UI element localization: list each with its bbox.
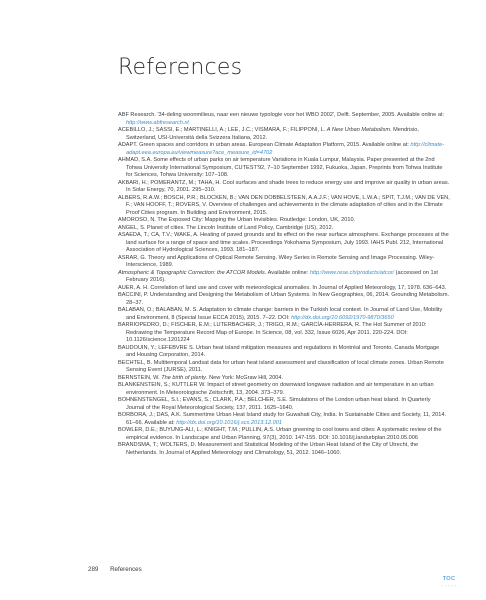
reference-list: [118, 112, 450, 457]
reference-entry: [118, 375, 450, 383]
reference-entry: [118, 345, 450, 360]
reference-text: ACEBILLO, J.; SASSI, E.; MARTINELLI, A.; LEE, J.C.; VISMARA, F.; FILIPPONI, L.: [118, 127, 327, 133]
reference-entry: [118, 127, 450, 142]
reference-text: BRANDSMA, T.; WOLTERS, D. Measurement and Statistical Modeling of the Urban Heat Island of the City of Utrecht, the Netherlands. In Journal of Applied Meteorology and Climatology, 51, 2012. 1046–1060.: [118, 442, 419, 456]
reference-text: . New York: McGraw Hill, 2004.: [205, 374, 284, 381]
reference-entry: [118, 225, 450, 233]
reference-text: ASRAR, G. Theory and Applications of Optical Remote Sensing. Wiley Series in Remote Sensing and Image Processing. Wiley-Interscience, 1989.: [118, 254, 435, 268]
page-title: References: [118, 55, 243, 80]
reference-entry: [118, 322, 450, 345]
reference-text: BECHTEL, B. Multitemporal Landsat data for urban heat island assessment and classification of local climate zones. Urban Remote Sensing Event (JURSE), 2011.: [118, 359, 444, 373]
toc-label: TOC: [442, 576, 456, 582]
reference-text: AKBARI, H.; POMERANTZ, M.; TAHA, H. Cool surfaces and shade trees to reduce energy use and improve air quality in urban areas. In Solar Energy, 70, 2001. 295–310.: [118, 179, 450, 193]
reference-text: BOHNENSTENGEL, S.I.; EVANS, S.; CLARK, P.A.; BELCHER, S.E. Simulations of the London urban heat island. In Quarterly Journal of the Royal Meteorological Society, 137, 2011. 1625–1640.: [118, 397, 431, 411]
reference-entry: [118, 427, 450, 442]
reference-entry: [118, 270, 450, 285]
reference-entry: [118, 142, 450, 157]
reference-link[interactable]: http://dx.doi.org/10.1016/j.scs.2013.12.001: [176, 419, 283, 426]
reference-link[interactable]: http://dx.doi.org/10.6092/1970-9870/3650: [291, 314, 394, 321]
reference-entry: [118, 180, 450, 195]
reference-entry: [118, 307, 450, 322]
reference-text: BLANKENSTEIN, S.; KUTTLER W. Impact of street geometry on downward longwave radiation and air temperature in an urban environment. In Meteorologische Zeitschrift, 13, 2004. 373–379.: [118, 382, 434, 396]
reference-entry: [118, 292, 450, 307]
reference-entry: [118, 285, 450, 293]
page-footer: [88, 566, 142, 573]
reference-entry: [118, 255, 450, 270]
toc-link[interactable]: [438, 576, 460, 588]
reference-entry: [118, 360, 450, 375]
reference-entry: [118, 112, 450, 127]
reference-text: . Available online:: [264, 269, 310, 276]
reference-text: . Mendrisio, Switzerland, USI-Università della Svizzera Italiana, 2012.: [126, 127, 419, 141]
reference-link[interactable]: http://www.abfresearch.nl: [126, 119, 189, 126]
footer-section-label: References: [110, 566, 142, 573]
reference-text: BERNSTEIN, W.: [118, 374, 162, 381]
reference-text: ALBERS, R.A.W.; BOSCH, P.R.; BLOCKEN, B.; VAN DEN DOBBELSTEEN, A.A.J.F.; VAN HOVE, L.W.A.; SPIT, T.J.M.; VAN DE VEN, F.; VAN HOOFF, T.; ROVERS, V. Overview of challenges and achievements in the climate adaptation of cities and in the Climate Proof Cities program. In Building and Environment, 2015.: [118, 194, 450, 216]
reference-entry: [118, 412, 450, 427]
reference-text: BORBORA, J.; DAS, A.K. Summertime Urban Heat Island study for Guwahati City, India. In Sustainable Cities and Society, 11, 2014. 61–66. Available at:: [118, 412, 447, 426]
reference-entry: [118, 157, 450, 180]
reference-link[interactable]: http://climate-adapt.eea.europa.eu/viewmeasure?ace_measure_id=4702: [126, 142, 445, 156]
reference-italic-text: Atmospheric & Topographic Correction: the ATCOR Models: [118, 269, 265, 276]
reference-entry: [118, 382, 450, 397]
footer-page-number: 289: [88, 566, 99, 573]
reference-text: (accessed on 1st February 2016).: [126, 269, 438, 283]
reference-entry: [118, 232, 450, 255]
reference-text: ASAEDA, T.; CA, T.V.; WAKE, A. Heating of paved grounds and its effect on the near surface atmosphere. Exchange processes at the land surface for a range of space and time scales. Proceedings Yokohama Symposium, July 1993. IAHS Publ. 212, International Association of Hydrological Sciences, 1993. 181–187.: [118, 232, 449, 253]
reference-text: AMOROSO, N. The Exposed City: Mapping the Urban Invisibles. Routledge: London, UK, 2010.: [118, 217, 356, 223]
reference-text: BAUDOUIN, Y.; LEFEBVRE S. Urban heat island mitigation measures and regulations in Montréal and Toronto. Canada Mortgage and Housing Corporation, 2014.: [118, 344, 440, 358]
reference-link[interactable]: http://www.rese.ch/products/atcor/: [309, 269, 395, 276]
reference-text: BARRIOPEDRO, D.; FISCHER, E.M.; LUTERBACHER, J.; TRIGO, R.M.; GARCÍA-HERRERA, R. The Hot Summer of 2010: Redrawing the Temperature Record Map of Europe. In Science, 08, vol. 332, Issue 6026, Apr 2011. 220-224. DOI: 10.1126/science.1201224: [118, 322, 427, 343]
reference-text: ADAPT. Green spaces and corridors in urban areas. European Climate Adaptation Platform, 2015. Available online at:: [118, 142, 411, 148]
reference-entry: [118, 442, 450, 457]
reference-text: BOWLER, D.E.; BUYUNG-ALI, L.; KNIGHT, T.M.; PULLIN, A.S. Urban greening to cool towns and cities: A systematic review of the empirical evidence. In Landscape and Urban Planning, 97(3), 2010. 147-155. DOI: 10.1016/j.landurbplan.2010.05.006: [118, 427, 442, 441]
reference-entry: [118, 397, 450, 412]
reference-italic-text: The birth of plenty: [161, 374, 206, 381]
toc-dots: · · · · ·: [441, 583, 457, 588]
reference-entry: [118, 195, 450, 218]
reference-text: ABF Research. '34-deling woonmilieus, naar een nieuwe typologie voor het WBO 2002', Delft. September, 2005. Available online at:: [118, 112, 445, 118]
reference-text: BALABAN, O.; BALABAN, M. S. Adaptation to climate change: barriers in the Turkish local context. In Journal of Land Use, Mobility and Environment, 8 (Special Issue ECCA 2015), 2015. 7–22. DOI:: [118, 307, 443, 321]
reference-entry: [118, 217, 450, 225]
reference-italic-text: A New Urban Metabolism: [326, 127, 391, 133]
reference-text: AUER, A. H. Correlation of land use and cover with meteorological anomalies. In Journal of Applied Meteorology, 17, 1978. 636–643.: [118, 284, 447, 291]
reference-text: AHMAD, S.A. Some effects of urban parks on air temperature Variations in Kuala Lumpur, Malaysia. Paper presented at the 2nd Tohwa University International Symposium, CUTEST'92, 7–10 September 1992, Fukuoka, Japan. Preprints from Tohwa Institute for Sciences, Tohwa University: 107–108.: [118, 157, 443, 178]
reference-text: ANGEL, S. Planet of cities. The Lincoln Institute of Land Policy, Cambridge (US), 2012.: [118, 224, 334, 231]
reference-text: BACCINI, P. Understanding and Designing the Metabolism of Urban Systems. In New Geographies, 06, 2014. Grounding Metabolism. 28–37.: [118, 292, 450, 306]
